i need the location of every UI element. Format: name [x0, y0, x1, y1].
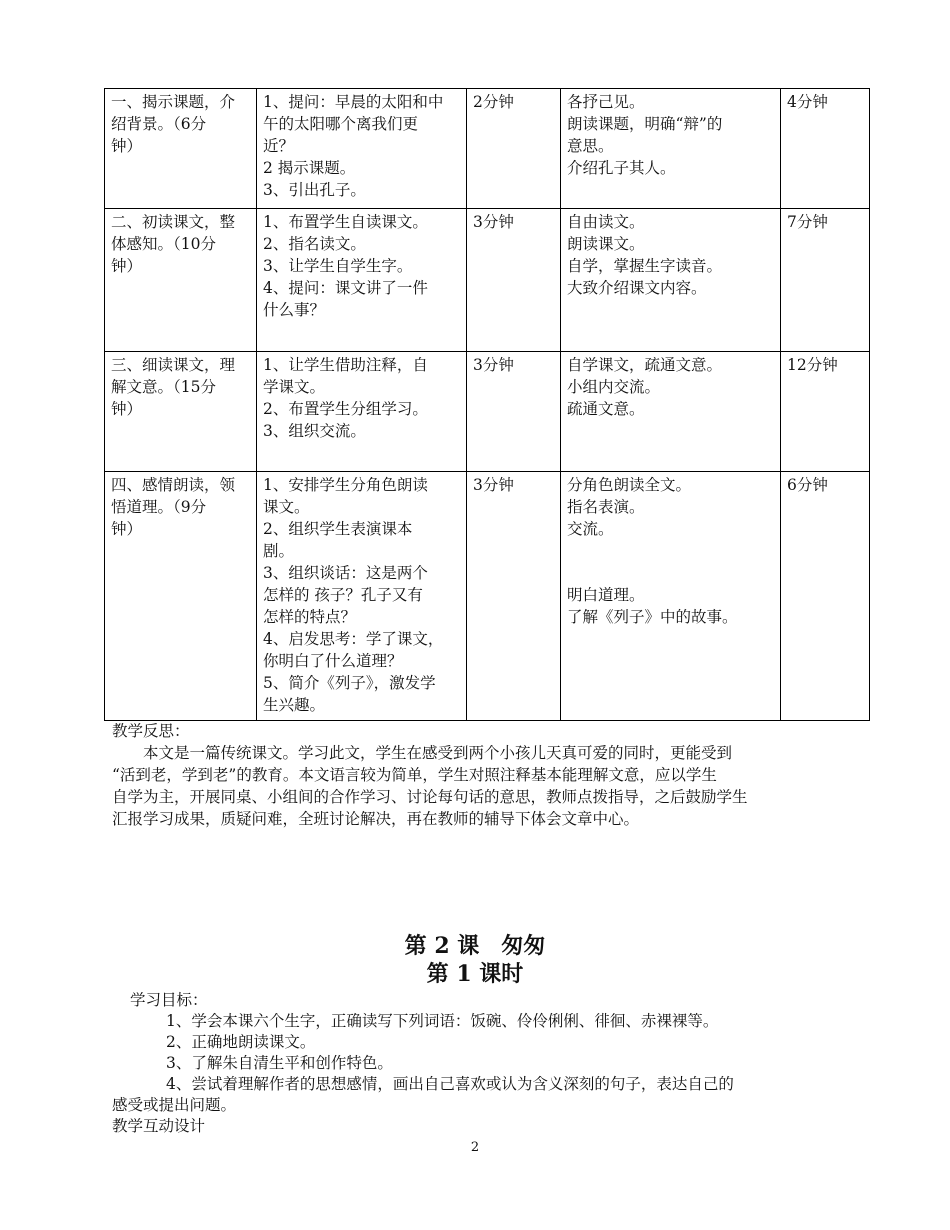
- student-activity-cell: [561, 352, 781, 472]
- teacher-activity-line: 3、组织交流。: [263, 422, 366, 440]
- lesson-title: 第 2 课 匆匆: [404, 933, 546, 959]
- stage-line: 钟）: [111, 520, 143, 538]
- stage-cell: [105, 89, 257, 209]
- student-activity-cell: [561, 89, 781, 209]
- stage-line: 绍背景。（6分: [111, 115, 207, 133]
- stage-cell: [105, 352, 257, 472]
- teacher-activity-cell: [257, 209, 467, 352]
- teacher-time-cell: [467, 89, 561, 209]
- student-activity-line: 交流。: [567, 520, 614, 538]
- teacher-time-cell: [467, 352, 561, 472]
- teacher-activity-line: 3、组织谈话：这是两个: [263, 564, 428, 582]
- next-section-heading: 教学互动设计: [112, 1117, 206, 1135]
- teacher-time: 2分钟: [473, 93, 514, 111]
- reflection-line: 汇报学习成果，质疑问难，全班讨论解决，再在教师的辅导下体会文章中心。: [112, 810, 640, 828]
- teacher-activity-line: 2、指名读文。: [263, 235, 366, 253]
- student-activity-line: 朗读课题，明确“辩”的: [567, 115, 723, 133]
- student-activity-line: 分角色朗读全文。: [567, 476, 692, 494]
- teacher-time-cell: [467, 209, 561, 352]
- stage-cell: [105, 472, 257, 721]
- lesson-subtitle: 第 1 课时: [426, 961, 524, 987]
- student-time-cell: [781, 89, 870, 209]
- student-activity-cell: [561, 472, 781, 721]
- table-row: [105, 209, 870, 352]
- goal-item-continuation: 感受或提出问题。: [112, 1096, 237, 1114]
- stage-line: 二、初读课文，整: [111, 213, 236, 231]
- stage-line: 体感知。（10分: [111, 235, 216, 253]
- table-row: [105, 472, 870, 721]
- teacher-activity-line: 剧。: [263, 542, 295, 560]
- reflection-paragraph: [112, 742, 852, 764]
- student-activity-line: 朗读课文。: [567, 235, 645, 253]
- teacher-activity-line: 1、安排学生分角色朗读: [263, 476, 428, 494]
- teacher-activity-line: 4、提问：课文讲了一件: [263, 279, 428, 297]
- stage-line: 一、揭示课题，介: [111, 93, 236, 111]
- teacher-activity-cell: [257, 472, 467, 721]
- reflection-line: 本文是一篇传统课文。学习此文，学生在感受到两个小孩儿天真可爱的同时，更能受到: [143, 744, 733, 762]
- student-time: 4分钟: [787, 93, 828, 111]
- goals-heading: 学习目标：: [130, 991, 208, 1009]
- reflection-line: “活到老，学到老”的教育。本文语言较为简单，学生对照注释基本能理解文意，应以学生: [112, 766, 717, 784]
- student-activity-line: 明白道理。: [567, 586, 645, 604]
- learning-goals: [112, 990, 852, 1137]
- student-activity-line: 自学课文，疏通文意。: [567, 356, 723, 374]
- goal-item: 3、了解朱自清生平和创作特色。: [166, 1054, 393, 1072]
- teacher-activity-line: 学课文。: [263, 378, 326, 396]
- teacher-activity-line: 4、启发思考：学了课文，: [263, 630, 444, 648]
- student-activity-line: 疏通文意。: [567, 400, 645, 418]
- teacher-time: 3分钟: [473, 356, 514, 374]
- teacher-activity-line: 1、提问：早晨的太阳和中: [263, 93, 444, 111]
- table-row: [105, 89, 870, 209]
- reflection-heading: 教学反思：: [112, 722, 190, 740]
- stage-line: 悟道理。（9分: [111, 498, 207, 516]
- teacher-activity-line: 你明白了什么道理？: [263, 652, 403, 670]
- student-activity-line: [567, 540, 774, 562]
- teacher-activity-line: 生兴趣。: [263, 696, 326, 714]
- teacher-activity-line: 1、布置学生自读课文。: [263, 213, 428, 231]
- student-activity-line: [567, 562, 774, 584]
- teacher-activity-line: 课文。: [263, 498, 310, 516]
- stage-line: 四、感情朗读，领: [111, 476, 236, 494]
- student-time: 12分钟: [787, 356, 838, 374]
- teacher-time: 3分钟: [473, 476, 514, 494]
- teacher-activity-line: 2、布置学生分组学习。: [263, 400, 428, 418]
- student-activity-line: 自学，掌握生字读音。: [567, 257, 723, 275]
- student-activity-line: 自由读文。: [567, 213, 645, 231]
- teacher-time: 3分钟: [473, 213, 514, 231]
- student-activity-line: 各抒己见。: [567, 93, 645, 111]
- goal-item: 4、尝试着理解作者的思想感情，画出自己喜欢或认为含义深刻的句子，表达自己的: [166, 1075, 734, 1093]
- reflection-line: 自学为主，开展同桌、小组间的合作学习、讨论每句话的意思，教师点拨指导，之后鼓励学生: [112, 788, 748, 806]
- teacher-time-cell: [467, 472, 561, 721]
- student-time-cell: [781, 352, 870, 472]
- teacher-activity-line: 3、让学生自学生字。: [263, 257, 413, 275]
- goal-item: 2、正确地朗读课文。: [166, 1033, 316, 1051]
- lesson-plan-table: [104, 88, 870, 721]
- teacher-activity-line: 3、引出孔子。: [263, 181, 366, 199]
- teacher-activity-cell: [257, 352, 467, 472]
- student-activity-line: 指名表演。: [567, 498, 645, 516]
- teacher-activity-line: 午的太阳哪个离我们更: [263, 115, 419, 133]
- lesson-plan-body: [105, 89, 870, 721]
- stage-line: 钟）: [111, 400, 143, 418]
- student-activity-line: 了解《列子》中的故事。: [567, 608, 738, 626]
- stage-line: 三、细读课文，理: [111, 356, 236, 374]
- teaching-reflection: [112, 720, 852, 830]
- teacher-activity-line: 2 揭示课题。: [263, 159, 356, 177]
- teacher-activity-line: 怎样的特点？: [263, 608, 357, 626]
- page-number: 2: [470, 1140, 480, 1155]
- teacher-activity-cell: [257, 89, 467, 209]
- student-time-cell: [781, 209, 870, 352]
- teacher-activity-line: 5、简介《列子》，激发学: [263, 674, 436, 692]
- stage-cell: [105, 209, 257, 352]
- student-activity-cell: [561, 209, 781, 352]
- student-time: 7分钟: [787, 213, 828, 231]
- table-row: [105, 352, 870, 472]
- stage-line: 钟）: [111, 137, 143, 155]
- teacher-activity-line: 怎样的 孩子？孔子又有: [263, 586, 423, 604]
- teacher-activity-line: 什么事？: [263, 301, 326, 319]
- stage-line: 解文意。（15分: [111, 378, 216, 396]
- student-activity-line: 介绍孔子其人。: [567, 159, 676, 177]
- student-activity-line: 意思。: [567, 137, 614, 155]
- student-time-cell: [781, 472, 870, 721]
- teacher-activity-line: 2、组织学生表演课本: [263, 520, 413, 538]
- stage-line: 钟）: [111, 257, 143, 275]
- student-time: 6分钟: [787, 476, 828, 494]
- goal-item: 1、学会本课六个生字，正确读写下列词语：饭碗、伶伶俐俐、徘徊、赤裸裸等。: [166, 1012, 719, 1030]
- student-activity-line: 小组内交流。: [567, 378, 661, 396]
- teacher-activity-line: 近？: [263, 137, 295, 155]
- teacher-activity-line: 1、让学生借助注释，自: [263, 356, 428, 374]
- student-activity-line: 大致介绍课文内容。: [567, 279, 707, 297]
